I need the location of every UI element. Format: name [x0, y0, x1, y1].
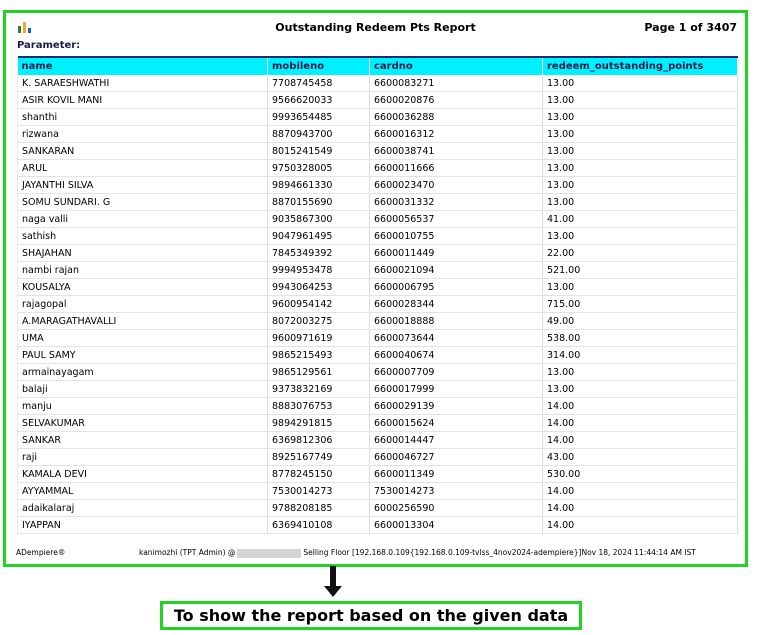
table-row	[18, 194, 738, 211]
column-header-redeem-points[interactable]: redeem_outstanding_points	[543, 57, 738, 75]
table-row	[18, 296, 738, 313]
cell-cardno: 6600023470	[370, 177, 543, 194]
column-header-cardno[interactable]: cardno	[370, 57, 543, 75]
cell-cardno: 6000256590	[370, 500, 543, 517]
cell-mobileno: 9894661330	[268, 177, 370, 194]
cell-cardno: 6600040674	[370, 347, 543, 364]
table-row	[18, 177, 738, 194]
cell-mobileno: 9943064253	[268, 279, 370, 296]
cell-cardno: 6600018888	[370, 313, 543, 330]
table-row	[18, 415, 738, 432]
table-row	[18, 143, 738, 160]
cell-mobileno: 6369410108	[268, 517, 370, 534]
cell-name: raji	[18, 449, 268, 466]
table-row	[18, 228, 738, 245]
cell-cardno: 6600006795	[370, 279, 543, 296]
cell-name: rajagopal	[18, 296, 268, 313]
cell-name: UMA	[18, 330, 268, 347]
cell-name: adaikalaraj	[18, 500, 268, 517]
cell-name: balaji	[18, 381, 268, 398]
caption-box: To show the report based on the given data	[160, 601, 582, 630]
cell-name: SHAJAHAN	[18, 245, 268, 262]
cell-name: KAMALA DEVI	[18, 466, 268, 483]
cell-cardno: 6600007709	[370, 364, 543, 381]
cell-cardno: 6600020876	[370, 92, 543, 109]
cell-mobileno: 9600971619	[268, 330, 370, 347]
cell-cardno: 6600016312	[370, 126, 543, 143]
cell-name: AYYAMMAL	[18, 483, 268, 500]
arrow-down-icon	[330, 566, 336, 588]
footer-session-info	[139, 548, 696, 558]
table-row	[18, 483, 738, 500]
cell-cardno: 6600073644	[370, 330, 543, 347]
cell-cardno: 6600017999	[370, 381, 543, 398]
report-title: Outstanding Redeem Pts Report	[275, 21, 476, 34]
cell-cardno: 6600031332	[370, 194, 543, 211]
cell-name: A.MARAGATHAVALLI	[18, 313, 268, 330]
cell-cardno: 6600046727	[370, 449, 543, 466]
cell-redeem-points: 13.00	[543, 381, 738, 398]
cell-redeem-points: 521.00	[543, 262, 738, 279]
cell-redeem-points: 13.00	[543, 177, 738, 194]
cell-mobileno: 8778245150	[268, 466, 370, 483]
cell-redeem-points: 13.00	[543, 364, 738, 381]
cell-redeem-points: 14.00	[543, 398, 738, 415]
cell-name: IYAPPAN	[18, 517, 268, 534]
cell-cardno: 6600013304	[370, 517, 543, 534]
table-row	[18, 432, 738, 449]
cell-redeem-points: 22.00	[543, 245, 738, 262]
table-row	[18, 245, 738, 262]
cell-name: PAUL SAMY	[18, 347, 268, 364]
cell-mobileno: 9865129561	[268, 364, 370, 381]
table-row	[18, 211, 738, 228]
cell-name: SANKARAN	[18, 143, 268, 160]
cell-name: naga valli	[18, 211, 268, 228]
parameter-label: Parameter:	[17, 40, 81, 51]
cell-cardno: 6600038741	[370, 143, 543, 160]
cell-name: armainayagam	[18, 364, 268, 381]
table-row	[18, 92, 738, 109]
cell-name: SOMU SUNDARI. G	[18, 194, 268, 211]
cell-mobileno: 9993654485	[268, 109, 370, 126]
cell-name: ASIR KOVIL MANI	[18, 92, 268, 109]
table-row	[18, 126, 738, 143]
cell-redeem-points: 14.00	[543, 415, 738, 432]
table-header-row	[18, 57, 738, 75]
cell-mobileno: 9994953478	[268, 262, 370, 279]
footer-user: kanimozhi (TPT Admin) @	[139, 548, 236, 557]
table-row	[18, 364, 738, 381]
cell-name: ARUL	[18, 160, 268, 177]
cell-mobileno: 9865215493	[268, 347, 370, 364]
cell-mobileno: 9035867300	[268, 211, 370, 228]
column-header-name[interactable]: name	[18, 57, 268, 75]
cell-cardno: 6600036288	[370, 109, 543, 126]
cell-redeem-points: 314.00	[543, 347, 738, 364]
cell-redeem-points: 13.00	[543, 75, 738, 92]
table-row	[18, 75, 738, 92]
footer-app-name: ADempiere®	[16, 548, 66, 557]
cell-mobileno: 7530014273	[268, 483, 370, 500]
cell-mobileno: 9047961495	[268, 228, 370, 245]
report-frame	[3, 10, 748, 567]
cell-redeem-points: 13.00	[543, 143, 738, 160]
cell-redeem-points: 43.00	[543, 449, 738, 466]
cell-cardno: 6600014447	[370, 432, 543, 449]
cell-mobileno: 8015241549	[268, 143, 370, 160]
column-header-mobileno[interactable]: mobileno	[268, 57, 370, 75]
cell-name: manju	[18, 398, 268, 415]
cell-mobileno: 8925167749	[268, 449, 370, 466]
cell-redeem-points: 14.00	[543, 483, 738, 500]
cell-name: SELVAKUMAR	[18, 415, 268, 432]
cell-cardno: 6600011349	[370, 466, 543, 483]
cell-cardno: 6600010755	[370, 228, 543, 245]
cell-cardno: 6600056537	[370, 211, 543, 228]
footer-details: Selling Floor [192.168.0.109{192.168.0.109-tvlss_4nov2024-adempiere}]Nov 18, 2024 11:44:14 AM IST	[303, 548, 696, 557]
table-row	[18, 279, 738, 296]
cell-mobileno: 8870943700	[268, 126, 370, 143]
page-info: Page 1 of 3407	[644, 21, 737, 34]
cell-name: JAYANTHI SILVA	[18, 177, 268, 194]
cell-redeem-points: 13.00	[543, 109, 738, 126]
cell-cardno: 6600021094	[370, 262, 543, 279]
cell-name: nambi rajan	[18, 262, 268, 279]
table-row	[18, 160, 738, 177]
cell-name: shanthi	[18, 109, 268, 126]
cell-mobileno: 9373832169	[268, 381, 370, 398]
cell-redeem-points: 13.00	[543, 228, 738, 245]
cell-mobileno: 9600954142	[268, 296, 370, 313]
cell-redeem-points: 13.00	[543, 92, 738, 109]
cell-redeem-points: 41.00	[543, 211, 738, 228]
report-header	[6, 13, 745, 53]
table-row	[18, 517, 738, 534]
cell-cardno: 7530014273	[370, 483, 543, 500]
cell-redeem-points: 530.00	[543, 466, 738, 483]
arrow-head-icon	[324, 586, 342, 597]
cell-cardno: 6600028344	[370, 296, 543, 313]
cell-mobileno: 7845349392	[268, 245, 370, 262]
cell-cardno: 6600083271	[370, 75, 543, 92]
cell-redeem-points: 49.00	[543, 313, 738, 330]
cell-cardno: 6600029139	[370, 398, 543, 415]
cell-mobileno: 9566620033	[268, 92, 370, 109]
cell-redeem-points: 14.00	[543, 517, 738, 534]
cell-redeem-points: 13.00	[543, 279, 738, 296]
table-row	[18, 330, 738, 347]
report-table	[17, 56, 738, 534]
table-row	[18, 500, 738, 517]
cell-cardno: 6600011666	[370, 160, 543, 177]
cell-cardno: 6600011449	[370, 245, 543, 262]
table-row	[18, 398, 738, 415]
cell-name: rizwana	[18, 126, 268, 143]
cell-name: K. SARAESHWATHI	[18, 75, 268, 92]
cell-mobileno: 8870155690	[268, 194, 370, 211]
cell-mobileno: 9788208185	[268, 500, 370, 517]
table-body	[18, 75, 738, 534]
cell-name: sathish	[18, 228, 268, 245]
cell-redeem-points: 13.00	[543, 126, 738, 143]
cell-mobileno: 8072003275	[268, 313, 370, 330]
table-row	[18, 262, 738, 279]
cell-cardno: 6600015624	[370, 415, 543, 432]
cell-mobileno: 7708745458	[268, 75, 370, 92]
cell-redeem-points: 14.00	[543, 500, 738, 517]
cell-redeem-points: 715.00	[543, 296, 738, 313]
table-row	[18, 347, 738, 364]
cell-redeem-points: 13.00	[543, 160, 738, 177]
table-row	[18, 381, 738, 398]
cell-mobileno: 6369812306	[268, 432, 370, 449]
cell-name: SANKAR	[18, 432, 268, 449]
cell-name: KOUSALYA	[18, 279, 268, 296]
table-row	[18, 466, 738, 483]
cell-mobileno: 9750328005	[268, 160, 370, 177]
cell-redeem-points: 14.00	[543, 432, 738, 449]
table-row	[18, 109, 738, 126]
cell-redeem-points: 13.00	[543, 194, 738, 211]
redacted-host	[237, 549, 301, 558]
cell-mobileno: 9894291815	[268, 415, 370, 432]
table-row	[18, 313, 738, 330]
cell-redeem-points: 538.00	[543, 330, 738, 347]
table-row	[18, 449, 738, 466]
cell-mobileno: 8883076753	[268, 398, 370, 415]
